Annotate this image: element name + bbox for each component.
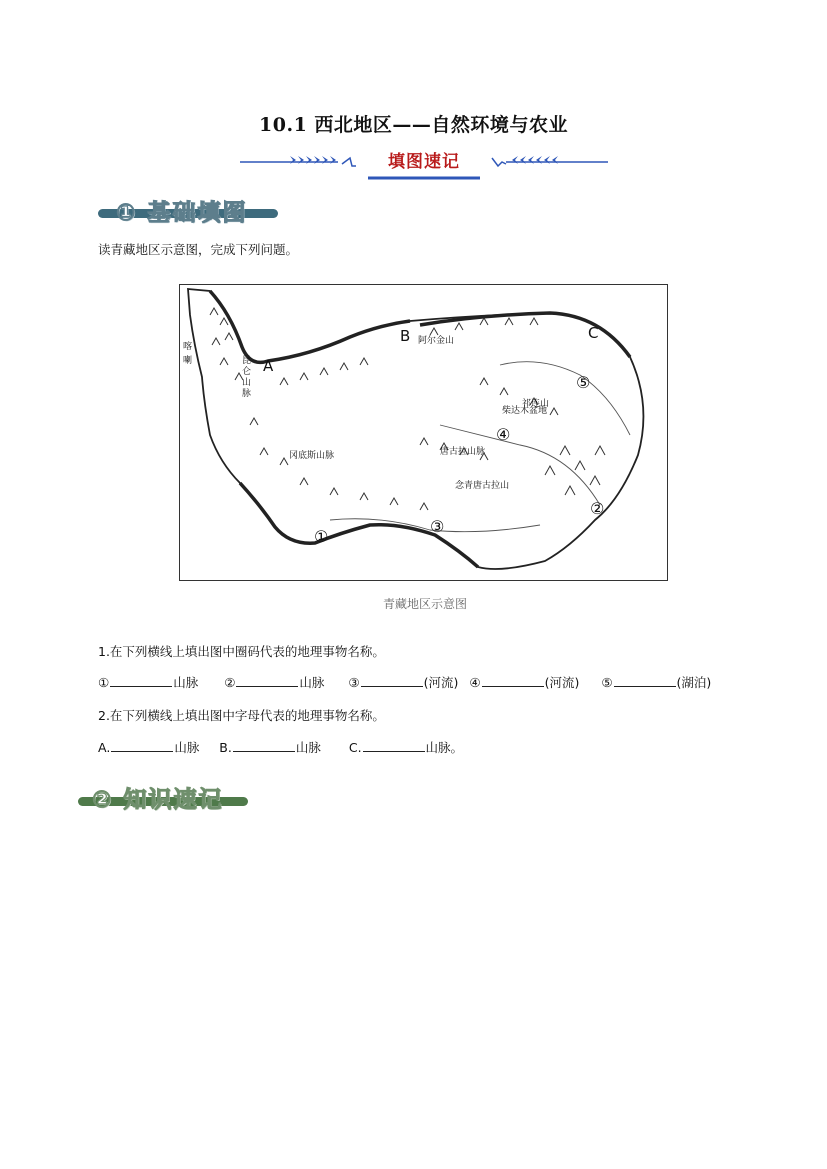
map-text-qaidam: 柴达木盆地 <box>502 406 548 416</box>
map-label-2: ② <box>590 499 605 518</box>
map-text-kunlun: 昆 仑 山 脉 <box>242 356 252 399</box>
map-label-4: ④ <box>496 425 511 444</box>
section-number: ① <box>116 200 138 226</box>
question-2-text: 2.在下列横线上填出图中字母代表的地理事物名称。 <box>98 708 385 723</box>
section-header-1 <box>98 194 278 226</box>
q1-num-4: ④ <box>469 675 481 690</box>
map-label-a: A <box>263 357 274 375</box>
answer-blank[interactable] <box>361 674 423 687</box>
map-label-5: ⑤ <box>576 373 591 392</box>
map-caption: 青藏地区示意图 <box>382 597 467 611</box>
section-header-text <box>92 781 224 814</box>
q1-suffix-1: 山脉 <box>173 675 199 690</box>
question-1-text: 1.在下列横线上填出图中圈码代表的地理事物名称。 <box>98 644 385 659</box>
section-number: ② <box>92 787 114 813</box>
map-text-tanggula: 唐古拉山脉 <box>440 447 486 457</box>
map-text-nyainqentanglha: 念青唐古拉山 <box>455 481 510 491</box>
plateau-outline <box>188 289 643 569</box>
banner-label: 填图速记 <box>388 152 460 172</box>
q1-suffix-3: (河流) <box>423 675 459 690</box>
map-text-gangdise: 冈底斯山脉 <box>289 451 335 461</box>
q1-suffix-2: 山脉 <box>299 675 325 690</box>
q1-suffix-5: (湖泊) <box>676 675 712 690</box>
map-text-karakoram: 喀 喇 <box>183 342 193 366</box>
q2-letter-c: C. <box>348 740 362 755</box>
q1-num-5: ⑤ <box>601 675 613 690</box>
q2-suffix-c: 山脉。 <box>425 740 464 755</box>
map-text-altun: 阿尔金山 <box>418 336 455 346</box>
answer-blank[interactable] <box>233 739 295 752</box>
q2-letter-b: B. <box>219 740 232 755</box>
q1-suffix-4: (河流) <box>544 675 580 690</box>
map-label-1: ① <box>314 527 329 546</box>
page-title: 10.1 西北地区——自然环境与农业 <box>259 114 568 136</box>
q1-num-1: ① <box>98 675 110 690</box>
q2-suffix-b: 山脉 <box>295 740 321 755</box>
map-label-b: B <box>400 327 411 345</box>
q2-letter-a: A. <box>98 740 111 755</box>
section-header-2 <box>78 781 248 813</box>
map-label-3: ③ <box>430 517 445 536</box>
question-1-blanks <box>98 673 711 691</box>
section-header-text <box>116 194 248 227</box>
map-label-c: C <box>588 324 599 342</box>
section-title: 基础填图 <box>147 200 248 226</box>
question-2-blanks <box>98 738 463 756</box>
answer-blank[interactable] <box>110 674 172 687</box>
q2-suffix-a: 山脉 <box>174 740 200 755</box>
section-title: 知识速记 <box>123 787 224 813</box>
q1-num-3: ③ <box>348 675 360 690</box>
q1-num-2: ② <box>224 675 236 690</box>
answer-blank[interactable] <box>363 739 425 752</box>
intro-text: 读青藏地区示意图，完成下列问题。 <box>98 242 299 257</box>
map-text-qilian: 祁连山 <box>522 399 550 409</box>
answer-blank[interactable] <box>111 739 173 752</box>
answer-blank[interactable] <box>614 674 676 687</box>
answer-blank[interactable] <box>482 674 544 687</box>
answer-blank[interactable] <box>236 674 298 687</box>
